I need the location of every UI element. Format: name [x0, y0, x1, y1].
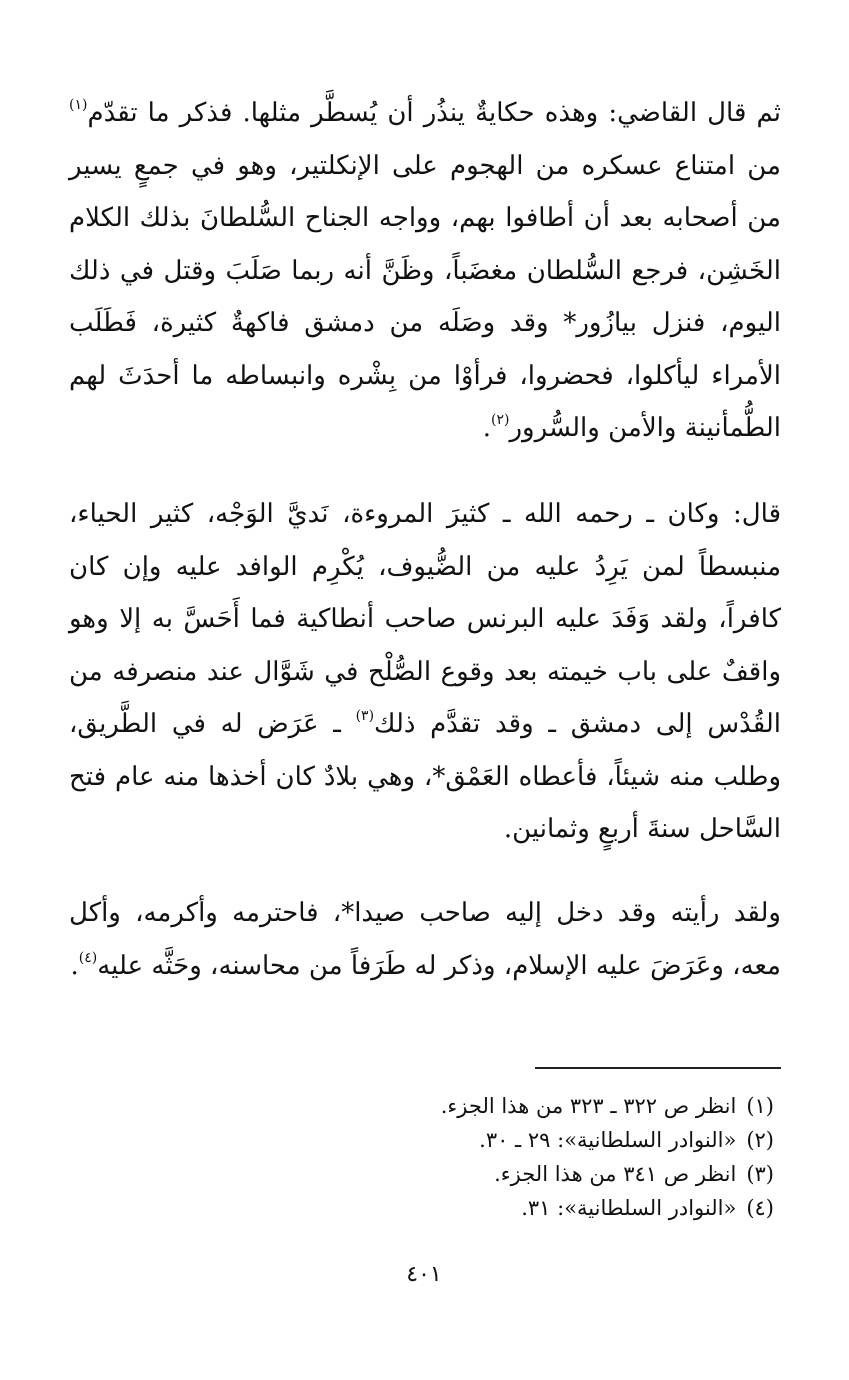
paragraph-1-text-c: .: [482, 413, 492, 443]
paragraph-2-text-a: قال: وكان ـ رحمه الله ـ كثيرَ المروءة، نَديَّ الوَجْه، كثير الحياء، منبسطاً لمن يَرِدُ عليه من الضُّيوف، يُكْرِم الوافد عليه وإن كان كافراً، ولقد وَفَدَ عليه البرنس صاحب أنطاكية فما أَحَسَّ به إلا وهو واقفٌ على باب خيمته بعد وقوع الصُّلْح في شَوَّال عند منصرفه من القُدْس إلى دمشق ـ وقد تقدَّم ذلك: [69, 499, 782, 739]
footnote-text: انظر ص ٣٢٢ ـ ٣٢٣ من هذا الجزء.: [440, 1094, 737, 1118]
paragraph-1-text-a: ثم قال القاضي: وهذه حكايةٌ ينذُر أن يُسطَّر مثلها. فذكر ما تقدّم: [87, 98, 781, 128]
footnote-ref-2: (٢): [491, 412, 510, 428]
paragraph-1-text-b: من امتناع عسكره من الهجوم على الإنكلتير، وهو في جمعٍ يسير من أصحابه بعد أن أطافوا بهم، وواجه الجناح السُّلطانَ بذلك الكلام الخَشِن، فرجع السُّلطان مغضَباً، وظَنَّ أنه ربما صَلَبَ وقتل في ذلك اليوم، فنزل بيازُور* وقد وصَلَه من دمشق فاكهةٌ كثيرة، فَطَلَب الأمراء ليأكلوا، فحضروا، فرأوْا من بِشْره وانبساطه ما أحدَثَ لهم الطُّمأنينة والأمن والسُّرور: [69, 150, 781, 443]
footnote-ref-1: (١): [69, 97, 88, 113]
footnote-number: (٢): [746, 1128, 774, 1152]
footnote-4: [74, 1191, 774, 1225]
paragraph-2: [69, 488, 781, 856]
footnote-number: (٣): [746, 1162, 774, 1186]
paragraph-3-text-a: ولقد رأيته وقد دخل إليه صاحب صيدا*، فاحترمه وأكرمه، وأكل معه، وعَرَضَ عليه الإسلام، وذكر له طَرَفاً من محاسنه، وحَثَّه عليه: [69, 898, 781, 981]
footnote-3: [74, 1157, 774, 1191]
footnote-text: «النوادر السلطانية»: ٢٩ ـ ٣٠.: [479, 1128, 737, 1152]
paragraph-2-text-b: ـ عَرَض له في الطَّريق، وطلب منه شيئاً، فأعطاه العَمْق*، وهي بلادٌ كان أخذها منه عام فتح السَّاحل سنةَ أربعٍ وثمانين.: [69, 709, 781, 844]
footnotes: [74, 1089, 774, 1225]
paragraph-3-text-b: .: [70, 950, 79, 981]
footnote-ref-3: (٣): [355, 708, 375, 724]
footnote-number: (١): [746, 1094, 774, 1118]
footnote-2: [74, 1123, 774, 1157]
paragraph-1: [69, 87, 781, 455]
footnote-number: (٤): [746, 1196, 774, 1220]
paragraph-3: [69, 887, 781, 992]
footnote-text: انظر ص ٣٤١ من هذا الجزء.: [494, 1162, 737, 1186]
footnote-separator: [535, 1067, 781, 1069]
footnote-1: [74, 1089, 774, 1123]
footnote-ref-4: (٤): [78, 949, 98, 966]
page-number: ٤٠١: [406, 1262, 442, 1287]
footnote-text: «النوادر السلطانية»: ٣١.: [521, 1196, 737, 1220]
